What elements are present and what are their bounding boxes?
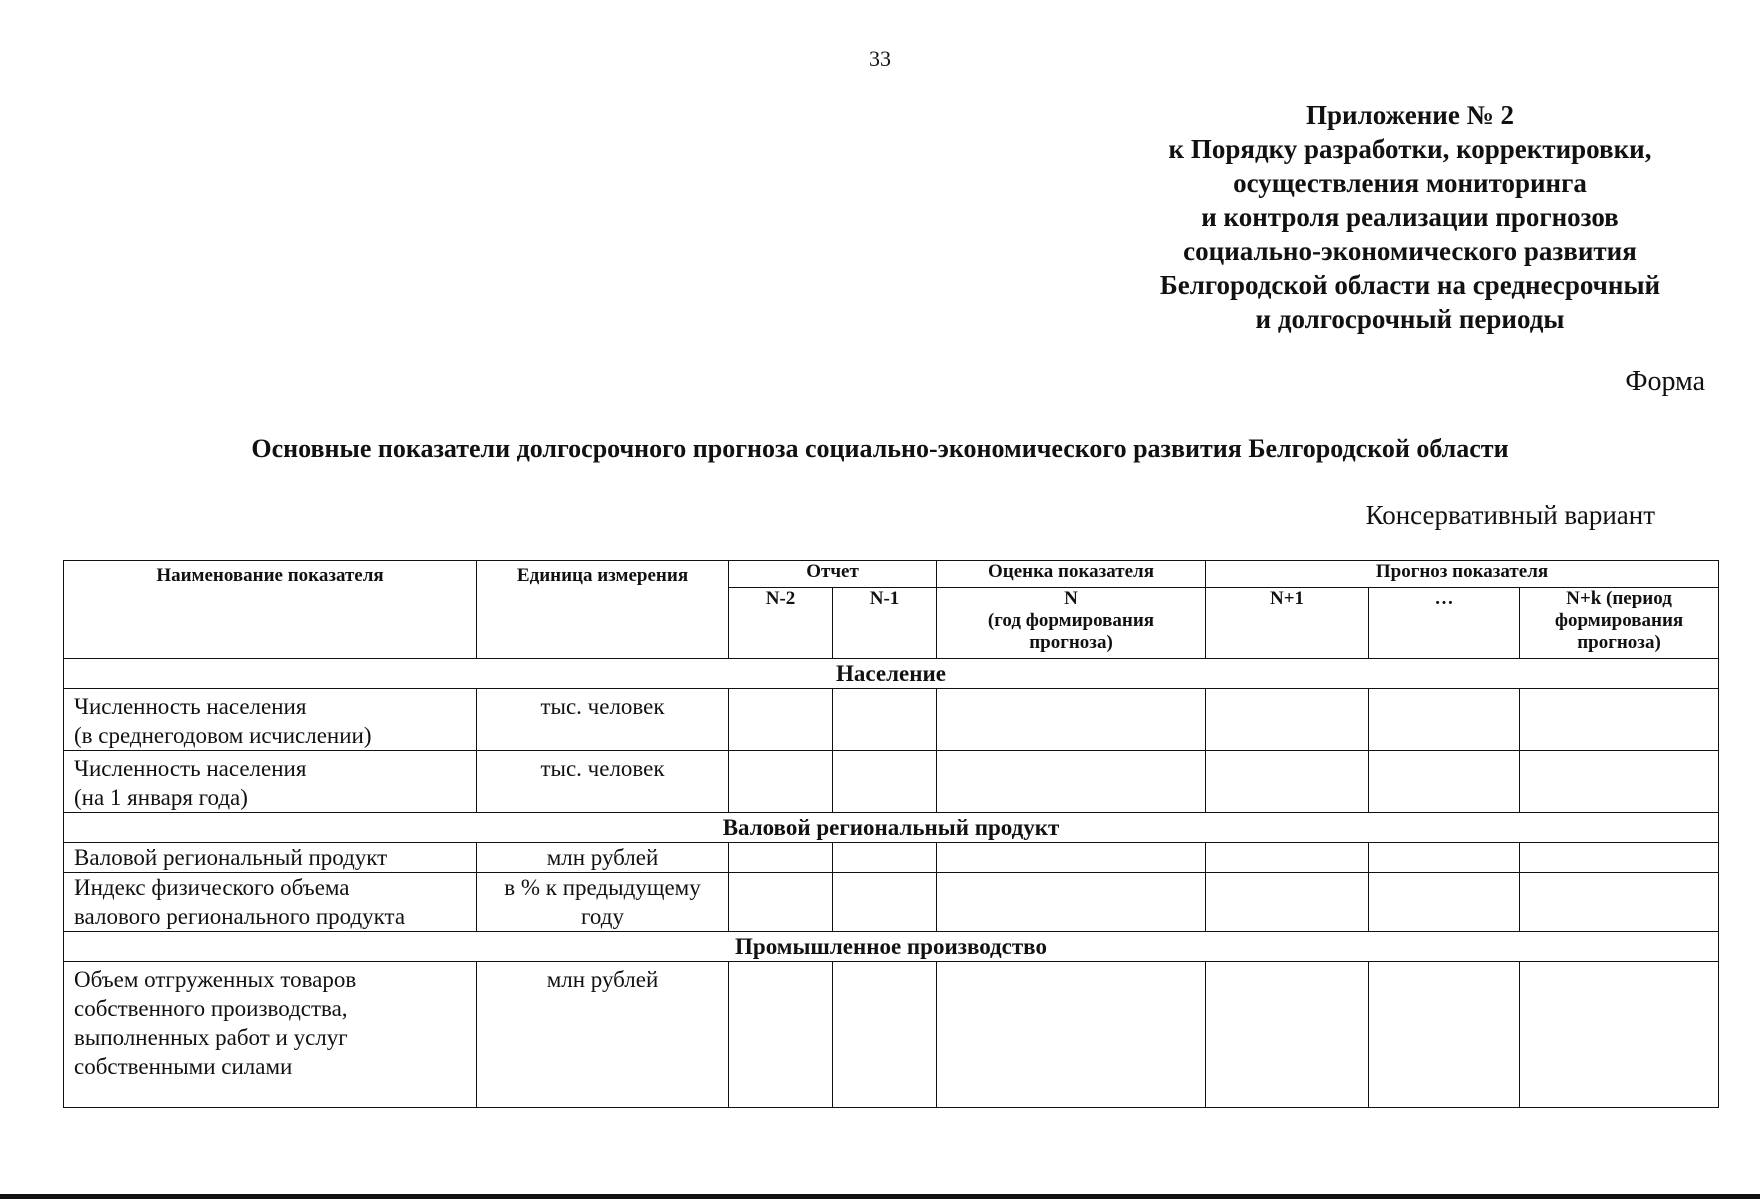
section-row-grp xyxy=(64,813,1719,843)
indicator-name xyxy=(64,751,477,813)
header-n-line: N xyxy=(1064,588,1078,609)
header-row-top xyxy=(64,561,1719,588)
value-cell[interactable] xyxy=(937,962,1206,1108)
table-row xyxy=(64,751,1719,813)
header-forecast: Прогноз показателя xyxy=(1206,561,1719,588)
value-cell[interactable] xyxy=(1369,962,1520,1108)
value-cell[interactable] xyxy=(937,843,1206,873)
indicator-name xyxy=(64,873,477,932)
indicator-name xyxy=(64,962,477,1108)
value-cell[interactable] xyxy=(937,751,1206,813)
value-cell[interactable] xyxy=(1206,873,1369,932)
section-population: Население xyxy=(64,659,1719,689)
indicator-unit: млн рублей xyxy=(477,843,729,873)
section-grp: Валовой региональный продукт xyxy=(64,813,1719,843)
indicator-name-line: (в среднегодовом исчислении) xyxy=(74,723,372,748)
bottom-rule xyxy=(0,1194,1760,1199)
table-row xyxy=(64,962,1719,1108)
header-n-plus-1: N+1 xyxy=(1206,588,1369,659)
value-cell[interactable] xyxy=(1206,962,1369,1108)
value-cell[interactable] xyxy=(729,843,833,873)
indicator-name-line: Объем отгруженных товаров xyxy=(74,967,357,992)
header-estimate: Оценка показателя xyxy=(937,561,1206,588)
indicator-name: Валовой региональный продукт xyxy=(64,843,477,873)
table-row xyxy=(64,873,1719,932)
value-cell[interactable] xyxy=(729,962,833,1108)
form-label: Форма xyxy=(1625,366,1705,397)
value-cell[interactable] xyxy=(1520,962,1719,1108)
indicator-name-line: собственными силами xyxy=(74,1054,293,1079)
header-n-plus-k-line: прогноза) xyxy=(1577,632,1661,653)
indicator-name-line: Численность населения xyxy=(74,694,307,719)
indicator-name xyxy=(64,689,477,751)
header-n xyxy=(937,588,1206,659)
value-cell[interactable] xyxy=(1206,689,1369,751)
value-cell[interactable] xyxy=(1206,843,1369,873)
indicator-name-line: выполненных работ и услуг xyxy=(74,1025,348,1050)
document-title: Основные показатели долгосрочного прогноза социально-экономического развития Белгородской области xyxy=(251,434,1509,463)
indicator-unit: тыс. человек xyxy=(477,751,729,813)
value-cell[interactable] xyxy=(1369,751,1520,813)
value-cell[interactable] xyxy=(937,689,1206,751)
appendix-line: и долгосрочный периоды xyxy=(1255,304,1565,334)
indicator-unit: млн рублей xyxy=(477,962,729,1108)
section-row-population xyxy=(64,659,1719,689)
section-row-industry xyxy=(64,932,1719,962)
header-n-line: (год формирования xyxy=(987,610,1155,631)
value-cell[interactable] xyxy=(1520,843,1719,873)
indicator-unit xyxy=(477,873,729,932)
header-n-plus-k xyxy=(1520,588,1719,659)
value-cell[interactable] xyxy=(729,751,833,813)
value-cell[interactable] xyxy=(833,873,937,932)
table-row xyxy=(64,689,1719,751)
value-cell[interactable] xyxy=(1369,873,1520,932)
value-cell[interactable] xyxy=(729,689,833,751)
indicators-table xyxy=(63,560,1719,1108)
header-unit: Единица измерения xyxy=(477,561,729,659)
header-n-minus-1: N-1 xyxy=(833,588,937,659)
header-n-minus-2: N-2 xyxy=(729,588,833,659)
page-number: 33 xyxy=(869,46,891,71)
value-cell[interactable] xyxy=(833,689,937,751)
appendix-header xyxy=(1100,98,1720,336)
indicator-name-line: собственного производства, xyxy=(74,996,348,1021)
value-cell[interactable] xyxy=(833,843,937,873)
appendix-line: Приложение № 2 xyxy=(1306,100,1514,130)
section-industry: Промышленное производство xyxy=(64,932,1719,962)
indicator-name-line: Численность населения xyxy=(74,756,307,781)
appendix-line: социально-экономического развития xyxy=(1183,236,1637,266)
value-cell[interactable] xyxy=(1369,843,1520,873)
header-n-line: прогноза) xyxy=(1029,632,1113,653)
indicator-unit-line: в % к предыдущему xyxy=(504,875,701,900)
appendix-line: Белгородской области на среднесрочный xyxy=(1159,270,1661,300)
value-cell[interactable] xyxy=(1206,751,1369,813)
value-cell[interactable] xyxy=(937,873,1206,932)
appendix-line: к Порядку разработки, корректировки, xyxy=(1168,134,1652,164)
indicator-unit-line: году xyxy=(581,904,624,929)
value-cell[interactable] xyxy=(833,751,937,813)
header-name: Наименование показателя xyxy=(64,561,477,659)
appendix-line: и контроля реализации прогнозов xyxy=(1201,202,1619,232)
indicator-unit: тыс. человек xyxy=(477,689,729,751)
indicator-name-line: валового регионального продукта xyxy=(74,904,406,929)
value-cell[interactable] xyxy=(729,873,833,932)
header-n-plus-k-line: формирования xyxy=(1554,610,1684,631)
value-cell[interactable] xyxy=(1520,873,1719,932)
indicator-name-line: (на 1 января года) xyxy=(74,785,248,810)
table-row xyxy=(64,843,1719,873)
value-cell[interactable] xyxy=(1369,689,1520,751)
variant-label: Консервативный вариант xyxy=(1365,500,1655,530)
header-n-plus-k-line: N+k (период xyxy=(1566,588,1672,609)
value-cell[interactable] xyxy=(833,962,937,1108)
indicator-name-line: Индекс физического объема xyxy=(74,875,350,900)
header-ellipsis: … xyxy=(1369,588,1520,659)
appendix-line: осуществления мониторинга xyxy=(1233,168,1587,198)
value-cell[interactable] xyxy=(1520,751,1719,813)
header-report: Отчет xyxy=(729,561,937,588)
value-cell[interactable] xyxy=(1520,689,1719,751)
